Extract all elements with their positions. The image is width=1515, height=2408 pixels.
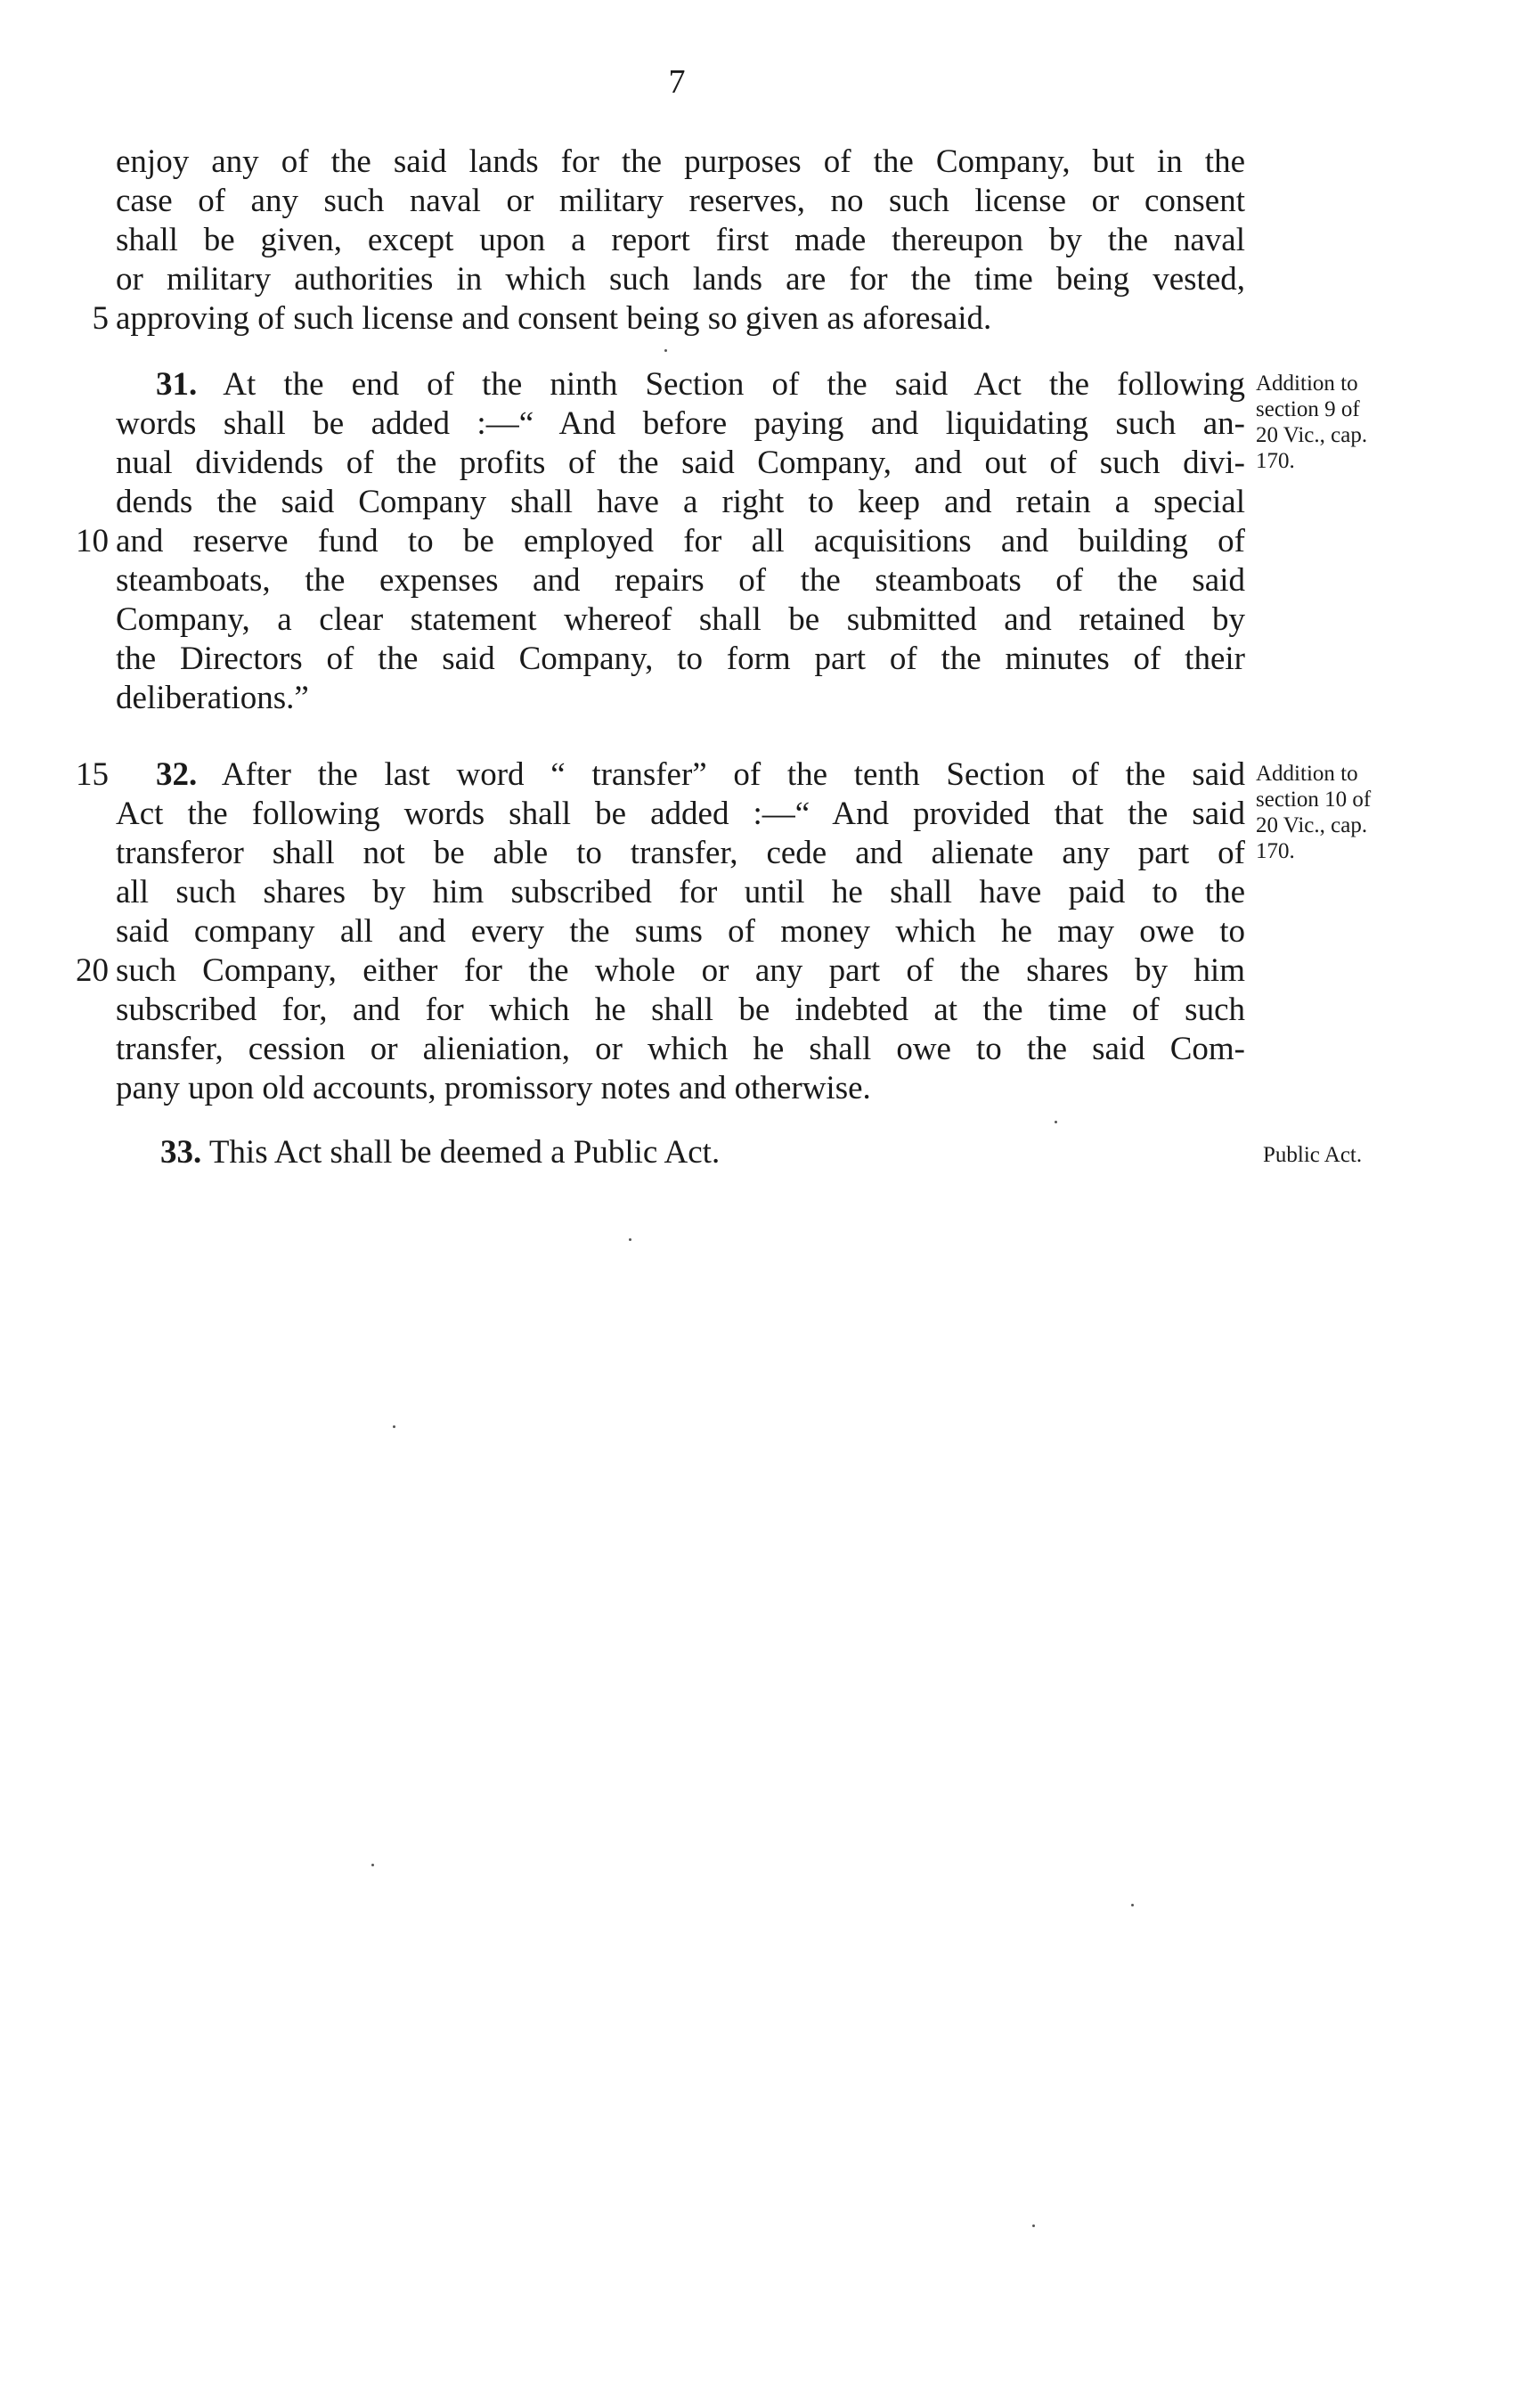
section-31 xyxy=(0,365,1515,718)
text-line xyxy=(0,483,1515,522)
section-number: 33. xyxy=(160,1134,202,1171)
line-text: subscribed for, and for which he shall be indebted at the time of such xyxy=(116,992,1245,1028)
text-line xyxy=(0,873,1515,912)
section-number: 31. xyxy=(156,366,198,403)
line-text: dends the said Company shall have a right to keep and retain a special xyxy=(116,484,1245,520)
text-line xyxy=(0,1069,1515,1108)
section-32 xyxy=(0,755,1515,1108)
line-text-wrapper xyxy=(156,365,1245,404)
line-text: nual dividends of the profits of the said Company, and out of such divi- xyxy=(116,445,1245,481)
line-text: Company, a clear statement whereof shall be submitted and retained by xyxy=(116,601,1245,638)
text-line xyxy=(0,221,1515,260)
line-number: 10 xyxy=(76,523,109,559)
margin-note-line: 170. xyxy=(1256,449,1295,473)
margin-note-line: section 9 of xyxy=(1256,397,1360,421)
line-text: said company all and every the sums of money which he may owe to xyxy=(116,913,1245,950)
line-text: case of any such naval or military reserves, no such license or consent xyxy=(116,183,1245,219)
margin-note-line: 20 Vic., cap. xyxy=(1256,423,1368,447)
text-line xyxy=(0,299,1515,339)
text-line xyxy=(0,912,1515,951)
continuation-paragraph xyxy=(0,143,1515,339)
print-speck xyxy=(393,1425,395,1428)
line-text: all such shares by him subscribed for until he shall have paid to the xyxy=(116,874,1245,910)
line-text: transferor shall not be able to transfer, cede and alienate any part of xyxy=(116,835,1245,871)
text-line xyxy=(0,182,1515,221)
line-text-wrapper xyxy=(156,755,1245,795)
text-line xyxy=(0,260,1515,299)
margin-note-section-31 xyxy=(1256,371,1461,474)
margin-note-line: 170. xyxy=(1256,839,1295,863)
text-line xyxy=(0,522,1515,561)
line-text-wrapper xyxy=(160,1133,962,1172)
margin-note-line: 20 Vic., cap. xyxy=(1256,813,1368,837)
print-speck xyxy=(371,1864,374,1866)
line-text: and reserve fund to be employed for all acquisitions and building of xyxy=(116,523,1245,559)
line-number: 20 xyxy=(76,952,109,989)
line-text: This Act shall be deemed a Public Act. xyxy=(201,1134,721,1171)
margin-note-line: section 10 of xyxy=(1256,788,1372,812)
section-number: 32. xyxy=(156,756,198,793)
margin-note-line: Addition to xyxy=(1256,371,1358,396)
line-text: or military authorities in which such lands are for the time being vested, xyxy=(116,261,1245,298)
line-text: transfer, cession or alieniation, or which he shall owe to the said Com- xyxy=(116,1031,1245,1067)
print-speck xyxy=(629,1238,631,1241)
line-text: approving of such license and consent being so given as aforesaid. xyxy=(116,300,992,337)
print-speck xyxy=(1131,1904,1134,1906)
print-speck xyxy=(1055,1121,1057,1123)
line-text: steamboats, the expenses and repairs of the steamboats of the said xyxy=(116,562,1245,599)
text-line xyxy=(0,951,1515,991)
section-33 xyxy=(0,1133,1515,1172)
line-text: the Directors of the said Company, to form part of the minutes of their xyxy=(116,641,1245,677)
print-speck xyxy=(1032,2224,1035,2227)
line-text: shall be given, except upon a report first made thereupon by the naval xyxy=(116,222,1245,258)
text-line xyxy=(0,600,1515,640)
print-speck xyxy=(664,349,667,352)
line-text: Act the following words shall be added :—“ And provided that the said xyxy=(116,796,1245,832)
margin-note-line: Public Act. xyxy=(1263,1143,1363,1167)
line-text: deliberations.” xyxy=(116,680,309,716)
text-line xyxy=(0,640,1515,679)
line-text: enjoy any of the said lands for the purposes of the Company, but in the xyxy=(116,143,1245,180)
page-number: 7 xyxy=(668,63,686,101)
margin-note-section-32 xyxy=(1256,761,1461,864)
line-text: After the last word “ transfer” of the tenth Section of the said xyxy=(197,756,1245,793)
line-text: words shall be added :—“ And before paying and liquidating such an- xyxy=(116,405,1245,442)
text-line xyxy=(0,1030,1515,1069)
line-text: such Company, either for the whole or any part of the shares by him xyxy=(116,952,1245,989)
line-number: 5 xyxy=(92,300,109,337)
text-line xyxy=(0,991,1515,1030)
text-line xyxy=(0,679,1515,718)
line-text: pany upon old accounts, promissory notes and otherwise. xyxy=(116,1070,871,1106)
margin-note-line: Addition to xyxy=(1256,762,1358,786)
margin-note-section-33 xyxy=(1263,1142,1468,1168)
text-line xyxy=(0,143,1515,182)
line-number: 15 xyxy=(76,756,109,793)
line-text: At the end of the ninth Section of the said Act the following xyxy=(197,366,1245,403)
text-line xyxy=(0,561,1515,600)
